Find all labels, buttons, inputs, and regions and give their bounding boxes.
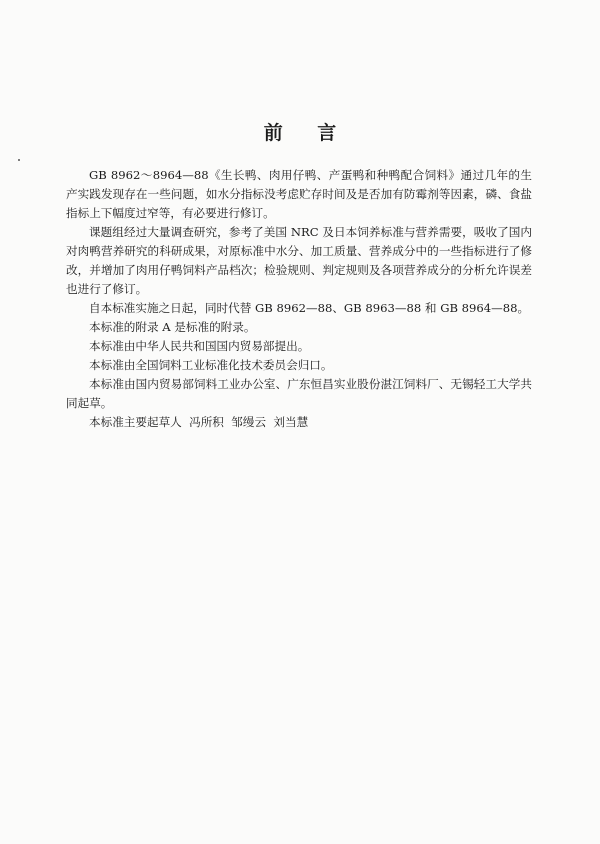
scan-speck [18,159,20,161]
document-body [66,166,532,432]
paragraph-revision-reason: GB 8962～8964—88《生长鸭、肉用仔鸭、产蛋鸭和种鸭配合饲料》通过几年的生产实践发现存在一些问题，如水分指标没考虑贮存时间及是否加有防霉剂等因素，磷、食盐指标上下幅度过窄等，有必要进行修订。 [66,168,532,220]
paragraph-proposer: 本标准由中华人民共和国国内贸易部提出。 [89,339,310,353]
paragraph-drafters: 本标准主要起草人 冯所积 邹缦云 刘当慧 [89,415,309,429]
paragraph-research-basis: 课题组经过大量调查研究，参考了美国 NRC 及日本饲养标准与营养需要，吸收了国内对肉鸭营养研究的科研成果，对原标准中水分、加工质量、营养成分中的一些指标进行了修改，并增加了肉用仔鸭饲料产品档次；检验规则、判定规则及各项营养成分的分析允许误差也进行了修订。 [66,225,532,296]
page-title: 前 言 [263,122,351,144]
paragraph-appendix: 本标准的附录 A 是标准的附录。 [89,320,256,334]
paragraph-centralized-by: 本标准由全国饲料工业标准化技术委员会归口。 [89,358,333,372]
paragraph-replacement: 自本标准实施之日起，同时代替 GB 8962—88、GB 8963—88 和 GB 8964—88。 [89,301,530,315]
paragraph-drafting-units: 本标准由国内贸易部饲料工业办公室、广东恒昌实业股份湛江饲料厂、无锡轻工大学共同起草。 [66,377,532,410]
